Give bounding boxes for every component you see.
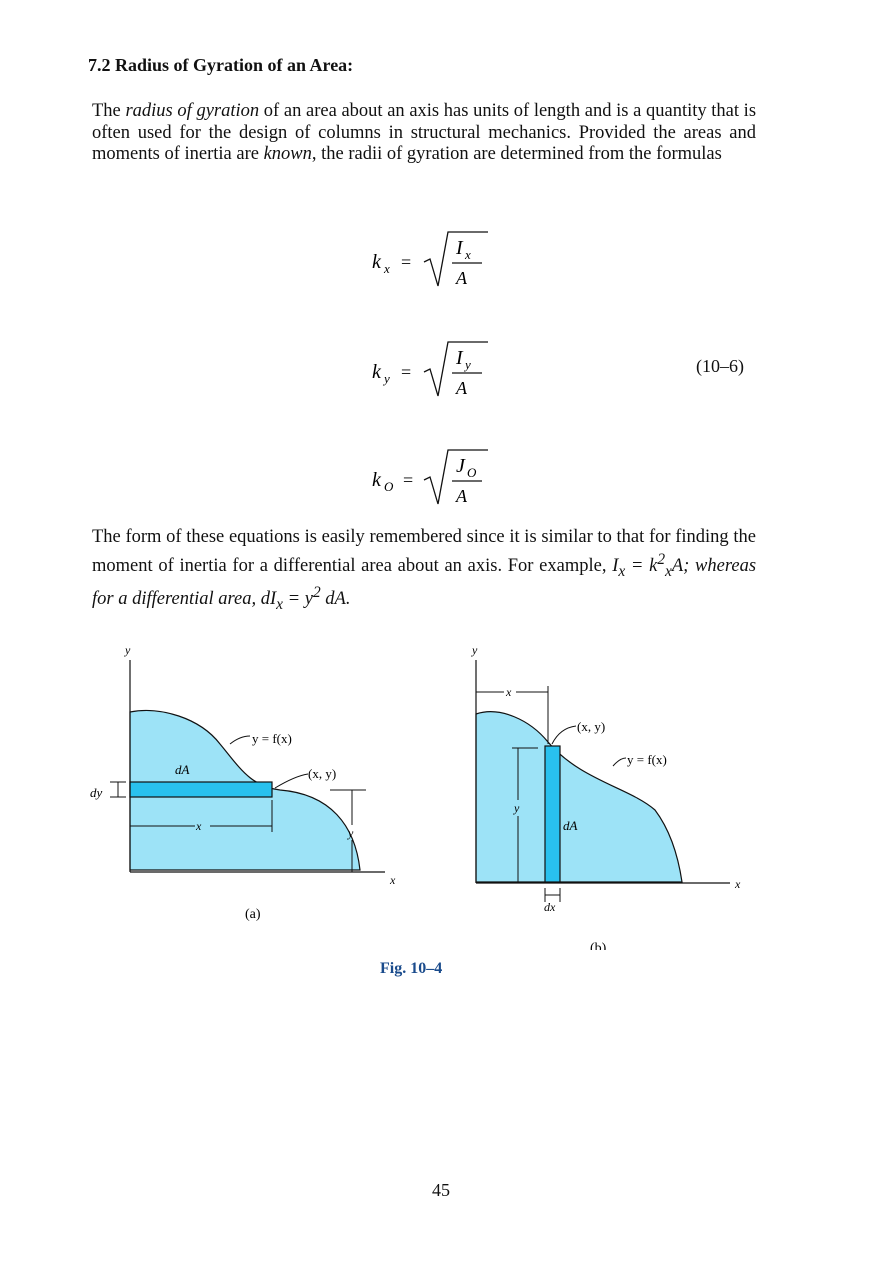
dx-label-b: dx [544,900,556,914]
equation-kx [360,222,560,294]
svg-text:x: x [390,873,396,887]
svg-text:O: O [384,479,394,494]
svg-text:=: = [403,470,414,490]
eq-lhs: k [372,251,381,273]
svg-text:A: A [456,268,467,288]
figure-a [80,640,410,945]
svg-text:y: y [125,643,131,657]
svg-text:=: = [401,252,412,272]
panel-label-b: (b) [590,941,607,950]
strip-dA-b [545,746,560,882]
svg-text:=: = [401,362,412,382]
x-dim-b: x [506,685,512,699]
equation-ky [360,332,560,404]
x-dim-a: x [196,819,202,833]
area-label-b: dA [563,818,578,833]
svg-text:x: x [384,261,390,276]
figure-b [430,640,760,955]
equation-ko [360,440,560,512]
svg-text:y: y [384,371,390,386]
point-label-b: (x, y) [577,719,606,734]
svg-text:A: A [456,378,467,398]
section-heading: 7.2 Radius of Gyration of an Area: [88,55,354,75]
area-label-a: dA [175,762,190,777]
y-dim-a: y [348,826,354,840]
area-shape-b [476,712,682,882]
term-radius-of-gyration: radius of gyration [125,101,260,121]
svg-text:I: I [456,347,463,369]
paragraph-explanation: The form of these equations is easily remembered since it is similar to that for finding the moment of inertia for a differential area about an axis. For example, $I_x = k^2_xA$; whereas for a differential area, $dI_x = y^2$ dA. [92,527,757,613]
figure-caption: Fig. 10–4 [380,960,443,977]
curve-label-a: y = f(x) [252,731,292,746]
dy-label-a: dy [90,785,103,800]
svg-text:I: I [456,237,463,259]
panel-label-a: (a) [245,907,261,922]
svg-text:y: y [472,643,478,657]
svg-text:J: J [456,455,465,477]
svg-text:k: k [372,469,381,491]
curve-label-b: y = f(x) [627,752,667,767]
term-known: known [263,144,312,164]
equation-number: (10–6) [696,356,744,376]
svg-text:A: A [456,486,467,506]
strip-dA-a [130,782,272,797]
svg-text:k: k [372,361,381,383]
svg-text:x: x [735,877,741,891]
svg-text:O: O [467,465,477,480]
page-number: 45 [432,1180,450,1200]
svg-text:x: x [465,247,471,262]
svg-text:y: y [465,357,471,372]
y-dim-b: y [514,801,520,815]
point-label-a: (x, y) [308,766,337,781]
paragraph-intro: The radius of gyration of an area about an axis has units of length and is a quantity that is often used for the design of columns in structural mechanics. Provided the areas and moments of inertia are known, the radii of gyration are determined from the formulas [92,101,757,164]
